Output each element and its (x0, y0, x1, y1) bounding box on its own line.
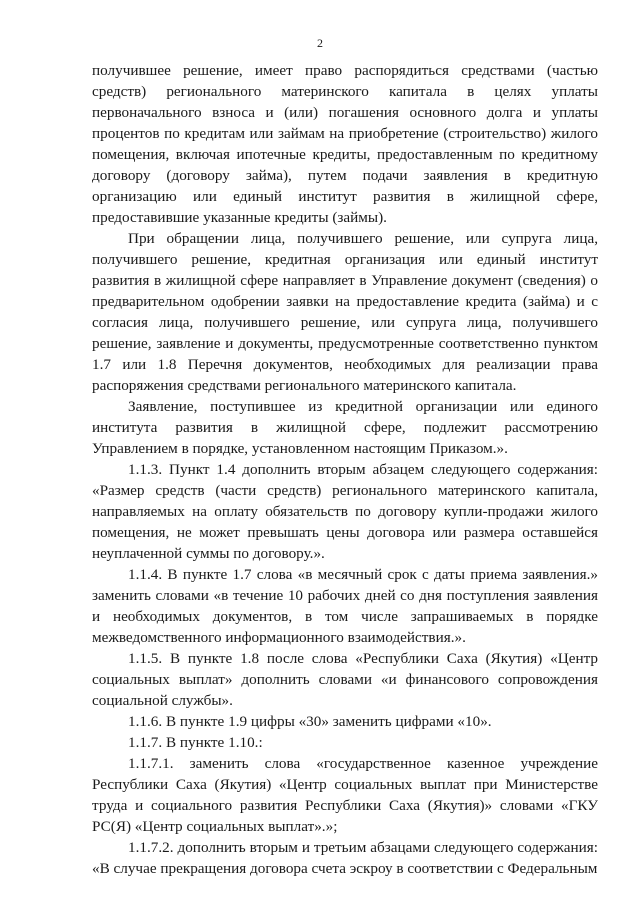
paragraph-item-1-1-7-1: 1.1.7.1. заменить слова «государственное казенное учреждение Республики Саха (Якутия) «Центр социальных выплат при Министерстве труда и социального развития Республики Саха (Якутия)» словами «ГКУ РС(Я) «Центр социальных выплат».»; (92, 755, 598, 835)
paragraph-credit-application: При обращении лица, получившего решение, или супруга лица, получившего решение, кредитная организация или единый институт развития в жилищной сфере направляет в Управление документ (сведения) о предварительном одобрении заявки на предоставление кредита (займа) и с согласия лица, получившего решение, или супруга лица, получившего решение, заявление и документы, предусмотренные соответственно пунктом 1.7 или 1.8 Перечня документов, необходимых для реализации права распоряжения средствами регионального материнского капитала. (92, 230, 598, 394)
paragraph-item-1-1-7: 1.1.7. В пункте 1.10.: (128, 734, 263, 751)
paragraph-item-1-1-5: 1.1.5. В пункте 1.8 после слова «Республики Саха (Якутия) «Центр социальных выплат» дополнить словами «и финансового сопровождения социальной службы». (92, 650, 598, 709)
paragraph-application-review: Заявление, поступившее из кредитной организации или единого института развития в жилищной сфере, подлежит рассмотрению Управлением в порядке, установленном настоящим Приказом.». (92, 398, 598, 457)
paragraph-item-1-1-3: 1.1.3. Пункт 1.4 дополнить вторым абзацем следующего содержания: «Размер средств (части средств) регионального материнского капитала, направляемых на оплату обязательств по договору купли-продажи жилого помещения, не может превышать цены договора или размера оставшейся неуплаченной суммы по договору.». (92, 461, 598, 562)
paragraph-continuation: получившее решение, имеет право распорядиться средствами (частью средств) регионального материнского капитала в целях уплаты первоначального взноса и (или) погашения основного долга и уплаты процентов по кредитам или займам на приобретение (строительство) жилого помещения, включая ипотечные кредиты, предоставленным по кредитному договору (договору займа), путем подачи заявления в кредитную организацию или единый институт развития в жилищной сфере, предоставившие указанные кредиты (займы). (92, 62, 598, 226)
paragraph-item-1-1-4: 1.1.4. В пункте 1.7 слова «в месячный срок с даты приема заявления.» заменить словами «в течение 10 рабочих дней со дня поступления заявления и необходимых документов, в том числе запрашиваемых в порядке межведомственного информационного взаимодействия.». (92, 566, 598, 646)
page-number: 2 (317, 36, 323, 50)
document-body (92, 60, 598, 879)
paragraph-item-1-1-6: 1.1.6. В пункте 1.9 цифры «30» заменить цифрами «10». (128, 713, 492, 730)
paragraph-item-1-1-7-2: 1.1.7.2. дополнить вторым и третьим абзацами следующего содержания: «В случае прекращения договора счета эскроу в соответствии с Федеральным (92, 839, 598, 877)
